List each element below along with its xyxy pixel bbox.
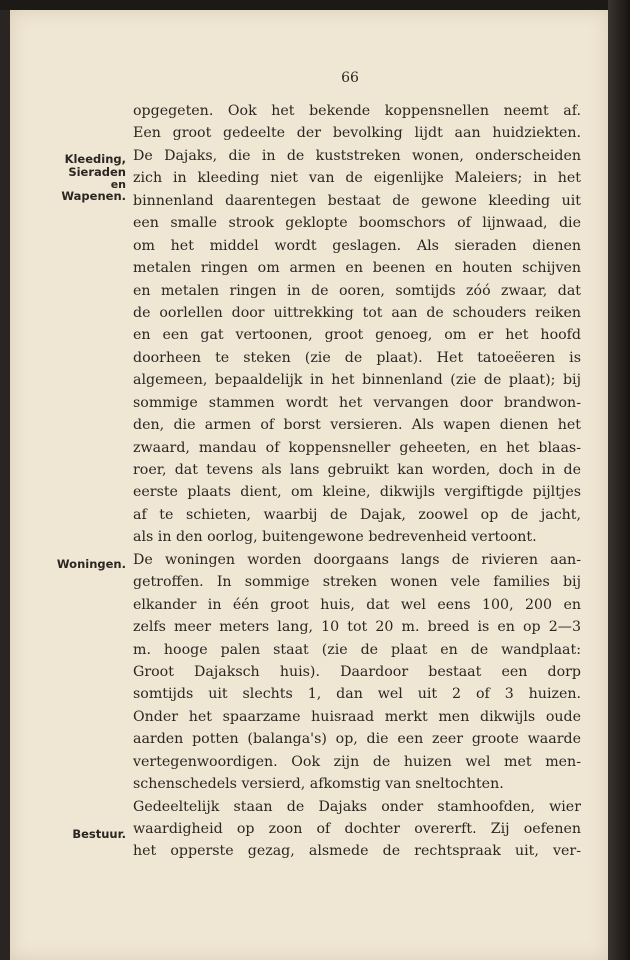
margin-note-line: Woningen. [56, 557, 126, 571]
margin-note-line: Wapenen. [61, 189, 126, 203]
text-line: Onder het spaarzame huisraad merkt men dikwijls oude [133, 708, 581, 725]
margin-note-bestuur [20, 828, 126, 841]
text-line: eerste plaats dient, om kleine, dikwijls vergiftigde pijltjes [133, 484, 581, 501]
page-number: 66 [341, 70, 359, 86]
text-line: somtijds uit slechts 1, dan wel uit 2 of 3 huizen. [133, 686, 581, 703]
text-line: Een groot gedeelte der bevolking lijdt aan huidziekten. [133, 125, 581, 142]
text-line: om het middel wordt geslagen. Als sieraden dienen [133, 237, 581, 254]
text-line: Groot Dajaksch huis). Daardoor bestaat een dorp [133, 663, 581, 680]
text-line: en metalen ringen in de ooren, somtijds zóó zwaar, dat [133, 282, 581, 299]
text-line: getroffen. In sommige streken wonen vele families bij [133, 574, 581, 591]
text-line: opgegeten. Ook het bekende koppensnellen neemt af. [133, 103, 581, 119]
text-line: elkander in één groot huis, dat wel eens 100, 200 en [133, 596, 581, 613]
text-line: binnenland daarentegen bestaat de gewone kleeding uit [133, 192, 581, 209]
margin-note-line: Kleeding, [64, 152, 126, 166]
text-line: roer, dat tevens als lans gebruikt kan worden, doch in de [133, 462, 581, 478]
margin-note-line: Bestuur. [72, 827, 126, 841]
text-line: zich in kleeding niet van de eigenlijke Maleiers; in het [133, 170, 581, 187]
text-line: vertegenwoordigen. Ook zijn de huizen wel met men- [133, 753, 581, 770]
margin-note-woningen [20, 558, 126, 571]
text-line: als in den oorlog, buitengewone bedrevenheid vertoont. [133, 529, 537, 546]
text-line: den, die armen of borst versieren. Als wapen dienen het [133, 417, 581, 434]
text-line: zwaard, mandau of koppensneller geheeten, en het blaas- [133, 439, 581, 456]
text-line: waardigheid op zoon of dochter overerft. Zij oefenen [133, 821, 581, 837]
scan-right-border [608, 0, 630, 960]
text-line: doorheen te steken (zie de plaat). Het tatoeëeren is [133, 349, 581, 366]
text-line: het opperste gezag, alsmede de rechtspraak uit, ver- [133, 843, 581, 860]
text-line: De Dajaks, die in de kuststreken wonen, onderscheiden [133, 147, 581, 164]
text-line: de oorlellen door uittrekking tot aan de schouders reiken [133, 304, 581, 321]
text-line: aarden potten (balanga's) op, die een zeer groote waarde [133, 731, 581, 748]
scan-top-border [0, 0, 608, 10]
margin-note-line: Sieraden [68, 165, 126, 179]
text-line: m. hooge palen staat (zie de plaat en de wandplaat: [133, 641, 581, 658]
text-line: metalen ringen om armen en beenen en houten schijven [133, 260, 581, 277]
text-line: en een gat vertoonen, groot genoeg, om er het hoofd [133, 327, 581, 344]
text-line: af te schieten, waarbij de Dajak, zoowel op de jacht, [133, 506, 581, 523]
body-text [133, 100, 581, 863]
text-line: sommige stammen wordt het vervangen door brandwon- [133, 394, 581, 411]
text-line: Gedeeltelijk staan de Dajaks onder stamhoofden, wier [133, 798, 581, 815]
text-line: een smalle strook geklopte boomschors of lijnwaad, die [133, 215, 581, 232]
margin-note-line: en [110, 178, 126, 191]
text-line: algemeen, bepaaldelijk in het binnenland (zie de plaat); bij [133, 372, 581, 389]
text-line: De woningen worden doorgaans langs de rivieren aan- [133, 551, 581, 568]
text-line: schenschedels versierd, afkomstig van sneltochten. [133, 776, 504, 793]
text-line: zelfs meer meters lang, 10 tot 20 m. breed is en op 2—3 [133, 619, 581, 636]
margin-note-kleeding [20, 153, 126, 203]
